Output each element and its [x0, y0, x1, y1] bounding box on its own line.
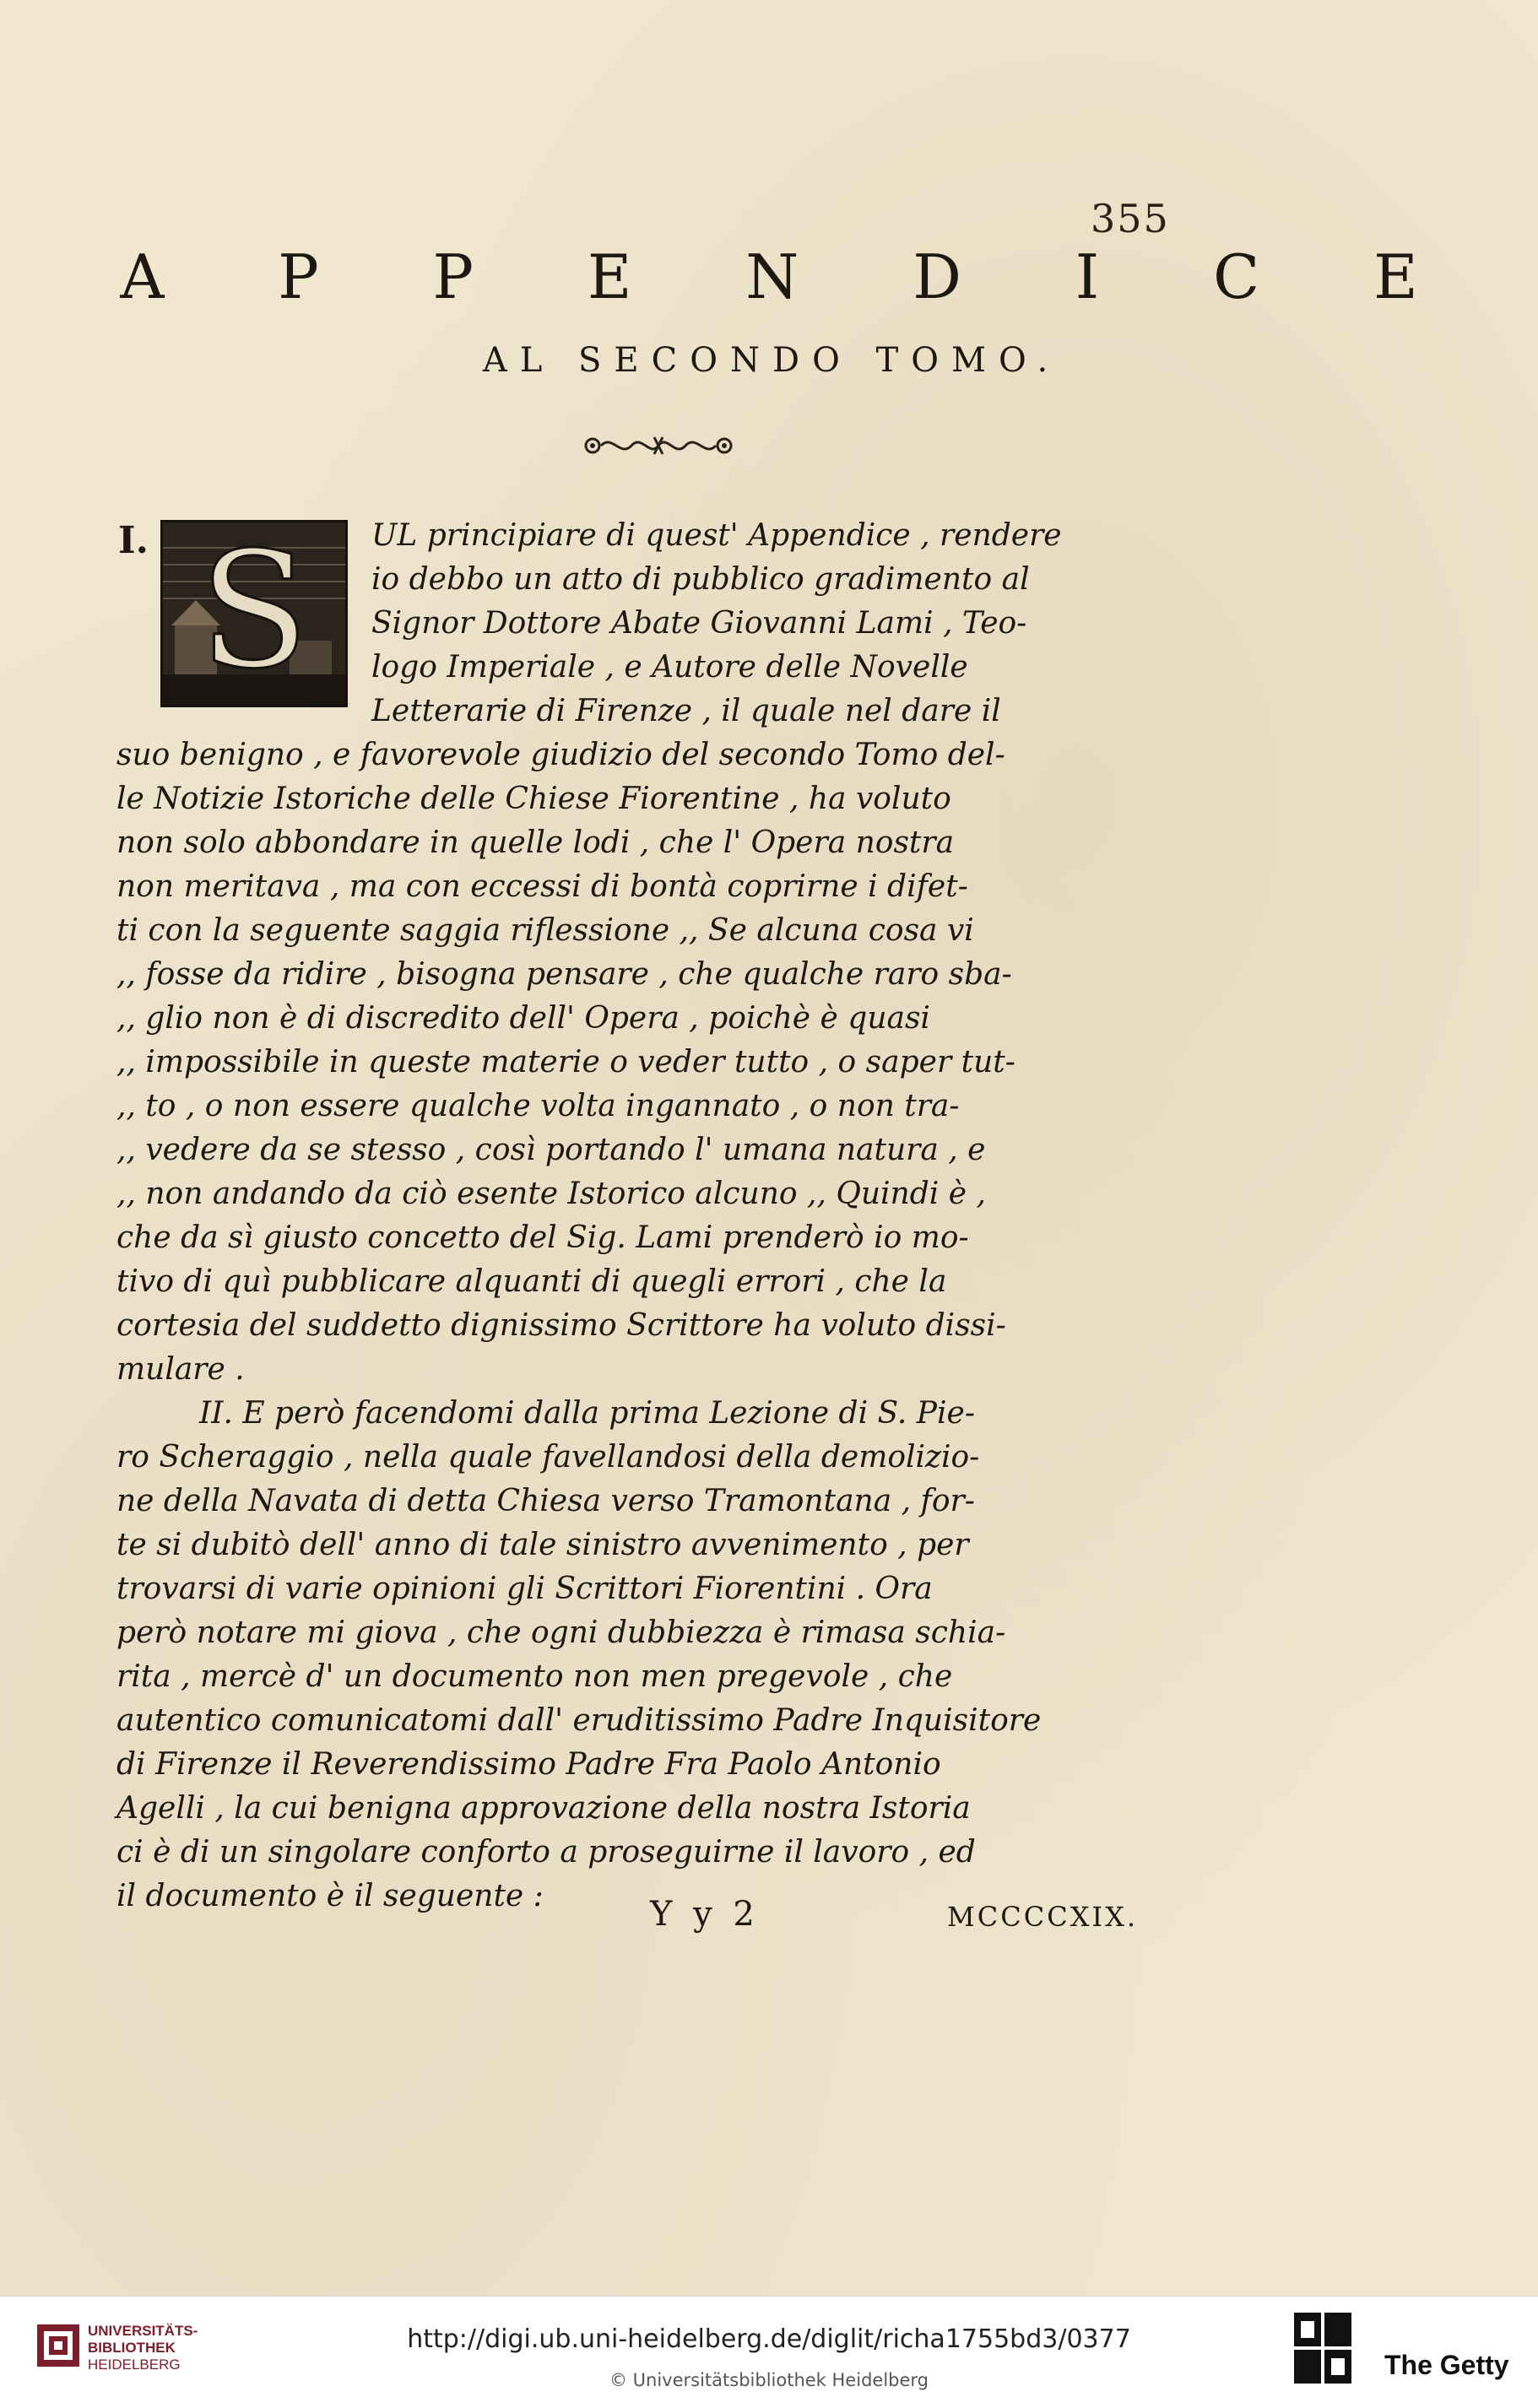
- signature-mark: Y y 2: [650, 1895, 760, 1934]
- text-line: non solo abbondare in quelle lodi , che l' Opera nostra: [116, 825, 955, 860]
- text-line: autentico comunicatomi dall' eruditissimo Padre Inquisitore: [116, 1703, 1042, 1738]
- library-name-line1: UNIVERSITÄTS-: [88, 2323, 198, 2339]
- text-line: Agelli , la cui benigna approvazione della nostra Istoria: [116, 1791, 971, 1826]
- text-line: logo Imperiale , e Autore delle Novelle: [371, 650, 968, 685]
- text-line: suo benigno , e favorevole giudizio del secondo Tomo del-: [116, 738, 1005, 772]
- text-line: non meritava , ma con eccessi di bontà coprirne i difet-: [116, 869, 968, 904]
- text-line: te si dubitò dell' anno di tale sinistro avvenimento , per: [116, 1528, 969, 1562]
- text-line: ,, fosse da ridire , bisogna pensare , che qualche raro sba-: [116, 957, 1012, 992]
- text-line: io debbo un atto di pubblico gradimento al: [371, 562, 1030, 597]
- drop-cap-letter: S: [198, 522, 310, 704]
- library-name-line3: HEIDELBERG: [88, 2357, 181, 2373]
- text-line: che da sì giusto concetto del Sig. Lami prenderò io mo-: [116, 1220, 969, 1255]
- text-line: mulare .: [116, 1352, 245, 1387]
- library-name-line2: BIBLIOTHEK: [88, 2340, 176, 2356]
- text-line: II. E però facendomi dalla prima Lezione di S. Pie-: [199, 1396, 976, 1431]
- text-line: UL principiare di quest' Appendice , rendere: [371, 518, 1062, 553]
- text-line: ti con la seguente saggia riflessione ,, Se alcuna cosa vi: [116, 913, 974, 948]
- text-line: rita , mercè d' un documento non men pregevole , che: [116, 1659, 953, 1694]
- text-line: ,, vedere da se stesso , così portando l' umana natura , e: [116, 1133, 986, 1167]
- ornament-icon: [574, 429, 743, 463]
- text-line: ,, non andando da ciò esente Istorico alcuno ,, Quindi è ,: [116, 1177, 986, 1211]
- text-line: ,, impossibile in queste materie o veder tutto , o saper tut-: [116, 1045, 1015, 1080]
- text-line: ,, to , o non essere qualche volta ingannato , o non tra-: [116, 1089, 960, 1123]
- page-number: 355: [1091, 196, 1170, 241]
- text-line: tivo di quì pubblicare alquanti di quegli errori , che la: [116, 1264, 947, 1299]
- text-line: ,, glio non è di discredito dell' Opera , poichè è quasi: [116, 1001, 930, 1036]
- text-line: Letterarie di Firenze , il quale nel dare il: [371, 694, 1001, 728]
- text-line: ne della Navata di detta Chiesa verso Tramontana , for-: [116, 1484, 975, 1518]
- permalink-url[interactable]: http://digi.ub.uni-heidelberg.de/diglit/richa1755bd3/0377: [407, 2324, 1131, 2354]
- page-subtitle: AL SECONDO TOMO.: [482, 341, 1061, 380]
- catchword: MCCCCXIX.: [947, 1901, 1139, 1933]
- getty-logo-icon: [1294, 2313, 1351, 2387]
- text-line: ci è di un singolare conforto a proseguirne il lavoro , ed: [116, 1835, 976, 1870]
- copyright-notice: © Universitätsbibliothek Heidelberg: [609, 2370, 929, 2390]
- text-line: però notare mi giova , che ogni dubbiezza è rimasa schia-: [116, 1615, 1006, 1650]
- getty-name: The Getty: [1384, 2350, 1509, 2380]
- text-line: di Firenze il Reverendissimo Padre Fra Paolo Antonio: [116, 1747, 941, 1782]
- text-line: il documento è il seguente :: [116, 1879, 544, 1913]
- text-line: Signor Dottore Abate Giovanni Lami , Teo-: [371, 606, 1027, 641]
- text-line: trovarsi di varie opinioni gli Scrittori Fiorentini . Ora: [116, 1572, 933, 1606]
- section-one-label: I.: [118, 519, 149, 562]
- text-line: cortesia del suddetto dignissimo Scrittore ha voluto dissi-: [116, 1308, 1006, 1343]
- page-title: A P P E N D I C E: [120, 241, 1465, 312]
- text-line: le Notizie Istoriche delle Chiese Fiorentine , ha voluto: [116, 782, 951, 816]
- text-line: ro Scheraggio , nella quale favellandosi della demolizio-: [116, 1440, 980, 1475]
